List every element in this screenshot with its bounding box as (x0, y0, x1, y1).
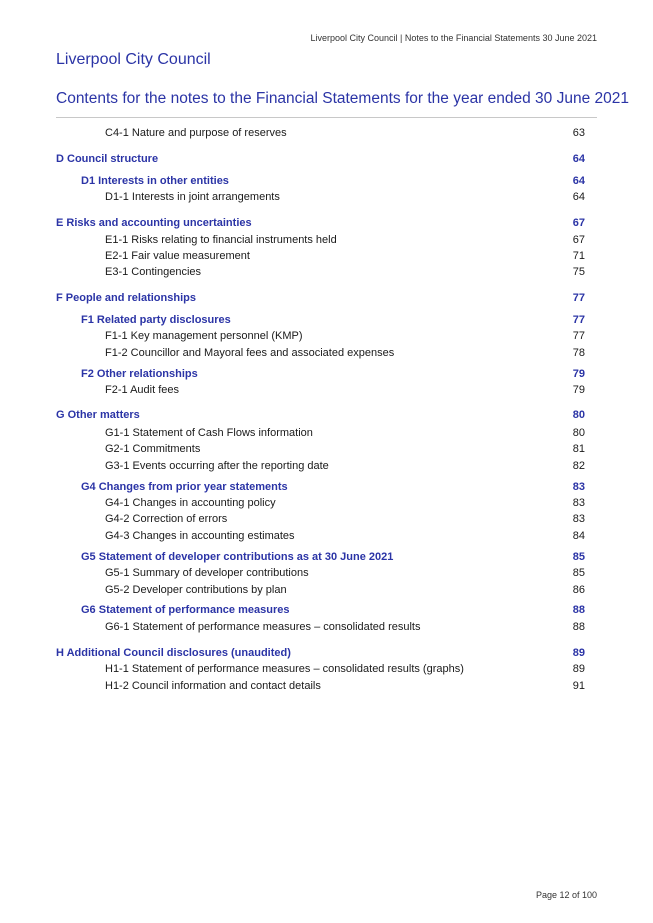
running-header: Liverpool City Council | Notes to the Financial Statements 30 June 2021 (310, 33, 597, 43)
toc-subsection (56, 313, 585, 328)
toc-entry-label: E1-1 Risks relating to financial instruments held (105, 234, 337, 246)
toc-entry-label: G Other matters (56, 409, 140, 421)
toc-entry-label: D1-1 Interests in joint arrangements (105, 191, 280, 203)
toc-note (56, 512, 585, 527)
toc-section (56, 152, 585, 167)
toc-entry-label: G5-2 Developer contributions by plan (105, 584, 287, 596)
toc-note (56, 529, 585, 544)
toc-entry-label: G3-1 Events occurring after the reporting date (105, 460, 329, 472)
toc-note (56, 233, 585, 248)
toc-subsection (56, 367, 585, 382)
toc-entry-label: G4-1 Changes in accounting policy (105, 497, 276, 509)
toc-entry-page: 89 (572, 663, 585, 675)
toc-entry-page: 67 (572, 234, 585, 246)
toc-note (56, 190, 585, 205)
toc-entry-label: G4-3 Changes in accounting estimates (105, 530, 295, 542)
toc-entry-page: 89 (572, 647, 585, 659)
toc-entry-label: F1 Related party disclosures (81, 314, 231, 326)
toc-section (56, 291, 585, 306)
toc-entry-page: 83 (572, 497, 585, 509)
toc-entry-page: 83 (572, 481, 585, 493)
toc-entry-label: G4 Changes from prior year statements (81, 481, 288, 493)
title-divider (56, 117, 597, 118)
toc-note (56, 679, 585, 694)
toc-subsection (56, 603, 585, 618)
toc-entry-page: 80 (572, 427, 585, 439)
toc-note (56, 662, 585, 677)
organisation-title: Liverpool City Council (56, 51, 211, 68)
toc-note (56, 459, 585, 474)
toc-entry-page: 88 (572, 621, 585, 633)
toc-entry-page: 85 (572, 567, 585, 579)
toc-entry-page: 77 (572, 314, 585, 326)
toc-entry-label: C4-1 Nature and purpose of reserves (105, 127, 287, 139)
toc-note (56, 583, 585, 598)
toc-entry-label: G6 Statement of performance measures (81, 604, 290, 616)
toc-entry-label: D1 Interests in other entities (81, 175, 229, 187)
toc-entry-label: G5 Statement of developer contributions as at 30 June 2021 (81, 551, 394, 563)
toc-subsection (56, 480, 585, 495)
toc-entry-page: 91 (572, 680, 585, 692)
toc-note (56, 126, 585, 141)
toc-entry-label: F People and relationships (56, 292, 196, 304)
toc-note (56, 566, 585, 581)
toc-entry-label: H1-1 Statement of performance measures – consolidated results (graphs) (105, 663, 464, 675)
toc-entry-page: 79 (572, 384, 585, 396)
toc-entry-page: 83 (572, 513, 585, 525)
toc-entry-label: G5-1 Summary of developer contributions (105, 567, 309, 579)
toc-entry-page: 78 (572, 347, 585, 359)
toc-entry-label: E Risks and accounting uncertainties (56, 217, 252, 229)
toc-note (56, 329, 585, 344)
toc-entry-label: F1-2 Councillor and Mayoral fees and associated expenses (105, 347, 395, 359)
toc-note (56, 426, 585, 441)
toc-subsection (56, 174, 585, 189)
toc-entry-page: 67 (572, 217, 585, 229)
toc-entry-page: 81 (572, 443, 585, 455)
toc-entry-page: 82 (572, 460, 585, 472)
page-number: Page 12 of 100 (535, 890, 597, 900)
toc-section (56, 408, 585, 423)
toc-entry-page: 88 (572, 604, 585, 616)
toc-entry-label: F1-1 Key management personnel (KMP) (105, 330, 303, 342)
toc-section (56, 646, 585, 661)
contents-title: Contents for the notes to the Financial Statements for the year ended 30 June 2021 (56, 90, 630, 107)
toc-entry-label: F2 Other relationships (81, 368, 198, 380)
toc-note (56, 442, 585, 457)
toc-entry-page: 85 (572, 551, 585, 563)
toc-entry-page: 84 (572, 530, 585, 542)
toc-entry-label: D Council structure (56, 153, 159, 165)
toc-entry-page: 77 (572, 330, 585, 342)
toc-entry-label: G2-1 Commitments (105, 443, 201, 455)
toc-entry-label: E2-1 Fair value measurement (105, 250, 250, 262)
toc-entry-page: 64 (572, 175, 585, 187)
toc-subsection (56, 550, 585, 565)
toc-entry-page: 71 (572, 250, 585, 262)
toc-entry-page: 80 (572, 409, 585, 421)
toc-entry-label: H1-2 Council information and contact details (105, 680, 321, 692)
toc-entry-page: 79 (572, 368, 585, 380)
toc-note (56, 265, 585, 280)
toc-entry-page: 63 (572, 127, 585, 139)
toc-entry-page: 64 (572, 191, 585, 203)
toc-entry-label: F2-1 Audit fees (105, 384, 179, 396)
toc-note (56, 346, 585, 361)
toc-entry-label: G4-2 Correction of errors (105, 513, 228, 525)
toc-entry-page: 86 (572, 584, 585, 596)
toc-entry-label: G1-1 Statement of Cash Flows information (105, 427, 313, 439)
toc-entry-page: 64 (572, 153, 585, 165)
toc-note (56, 620, 585, 635)
toc-note (56, 496, 585, 511)
toc-note (56, 249, 585, 264)
toc-entry-page: 77 (572, 292, 585, 304)
toc-entry-label: E3-1 Contingencies (105, 266, 202, 278)
toc-note (56, 383, 585, 398)
toc-entry-label: G6-1 Statement of performance measures – consolidated results (105, 621, 421, 633)
toc-entry-label: H Additional Council disclosures (unaudited) (56, 647, 291, 659)
toc-section (56, 216, 585, 231)
toc-entry-page: 75 (572, 266, 585, 278)
